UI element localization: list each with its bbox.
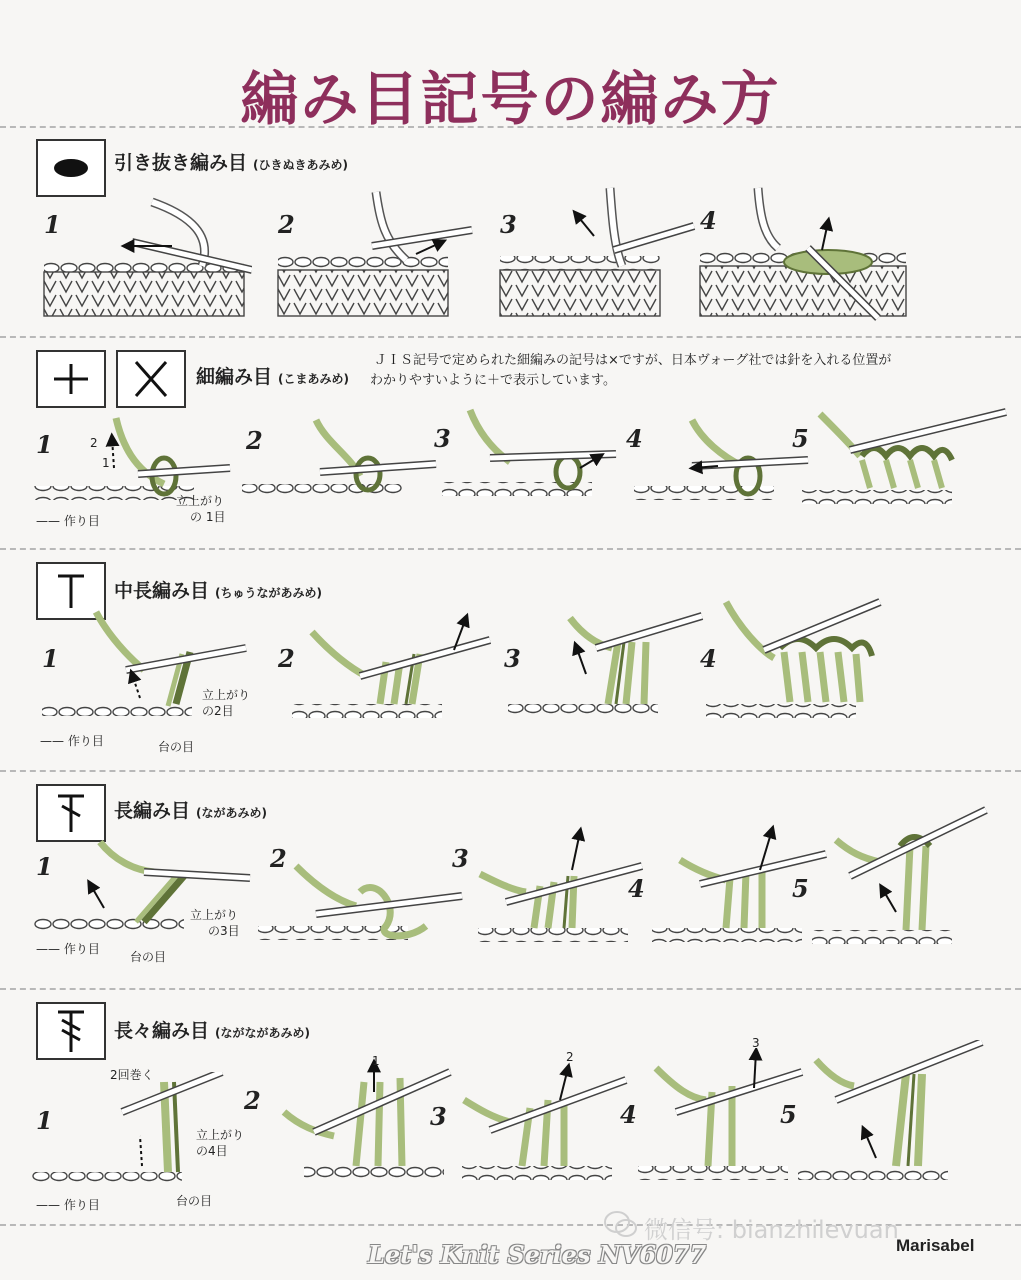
arrow-label: 2 bbox=[90, 436, 98, 450]
turning-count-label: の2目 bbox=[202, 704, 234, 718]
step-number: 3 bbox=[434, 424, 451, 453]
base-label: 台の目 bbox=[176, 1194, 213, 1208]
step-number: 2 bbox=[278, 210, 295, 239]
step-diagram bbox=[704, 598, 904, 726]
step-number: 4 bbox=[628, 874, 645, 903]
wechat-icon bbox=[604, 1210, 638, 1240]
step-diagram bbox=[498, 186, 698, 322]
filled-oval-icon bbox=[36, 139, 106, 197]
section-title bbox=[114, 796, 267, 823]
step-diagram bbox=[440, 406, 620, 506]
page-title: 編み目記号の編み方 bbox=[240, 65, 781, 133]
step-diagram bbox=[276, 190, 476, 322]
section-divider bbox=[0, 770, 1021, 772]
step-number: 5 bbox=[792, 874, 809, 903]
turning-label: 立上がり bbox=[190, 908, 239, 922]
step-diagram bbox=[632, 416, 812, 508]
section-reading: (ながながあみめ) bbox=[215, 1026, 310, 1040]
turning-label: 立上がり bbox=[196, 1128, 245, 1142]
section-reading: (ひきぬきあみめ) bbox=[253, 158, 348, 172]
section-reading: (ちゅうながあみめ) bbox=[215, 586, 322, 600]
pull-label: 3 bbox=[752, 1036, 760, 1050]
step-diagram bbox=[698, 186, 912, 322]
step-number: 4 bbox=[700, 206, 717, 235]
step-diagram bbox=[290, 612, 500, 724]
t-slash-icon bbox=[36, 784, 106, 842]
step-diagram bbox=[796, 1040, 986, 1188]
pull-label: 2 bbox=[566, 1050, 574, 1064]
step-number: 5 bbox=[780, 1100, 797, 1129]
chain-label-text: 作り目 bbox=[63, 1198, 100, 1212]
base-label: 台の目 bbox=[130, 950, 167, 964]
step-number: 1 bbox=[36, 1106, 53, 1135]
series-label: Let's Knit Series NV6077 bbox=[368, 1240, 707, 1269]
step-diagram bbox=[506, 604, 706, 724]
step-number: 2 bbox=[244, 1086, 261, 1115]
turning-label: 立上がり bbox=[202, 688, 251, 702]
brand-label: Marisabel bbox=[896, 1236, 975, 1255]
step-number: 2 bbox=[270, 844, 287, 873]
plus-icon bbox=[36, 350, 106, 408]
chain-label: —— 作り目 bbox=[36, 514, 100, 528]
step-diagram bbox=[244, 1052, 454, 1188]
arrow-label: 1 bbox=[102, 456, 110, 470]
section-title-text: 長編み目 bbox=[114, 800, 191, 822]
step-diagram bbox=[34, 414, 234, 504]
step-number: 4 bbox=[620, 1100, 637, 1129]
cross-icon bbox=[116, 350, 186, 408]
section-divider bbox=[0, 548, 1021, 550]
turning-count-label: の4目 bbox=[196, 1144, 228, 1158]
turning-count-label: の3目 bbox=[208, 924, 240, 938]
step-diagram bbox=[42, 196, 252, 322]
step-number: 3 bbox=[430, 1102, 447, 1131]
step-diagram bbox=[240, 416, 440, 508]
step-number: 1 bbox=[36, 852, 53, 881]
section-title bbox=[114, 576, 322, 603]
section-divider bbox=[0, 336, 1021, 338]
section-divider bbox=[0, 988, 1021, 990]
base-label: 台の目 bbox=[158, 740, 195, 754]
section-reading: (ながあみめ) bbox=[196, 806, 267, 820]
chain-label-text: 作り目 bbox=[63, 942, 100, 956]
step-number: 2 bbox=[278, 644, 295, 673]
step-number: 4 bbox=[700, 644, 717, 673]
section-divider bbox=[0, 126, 1021, 128]
step-diagram bbox=[810, 806, 990, 952]
step-number: 4 bbox=[626, 424, 643, 453]
wrap-label: 2回巻く bbox=[110, 1068, 154, 1082]
section-title-text: 引き抜き編み目 bbox=[114, 152, 248, 174]
section-title-text: 中長編み目 bbox=[114, 580, 210, 602]
step-number: 1 bbox=[44, 210, 61, 239]
chain-label: —— 作り目 bbox=[40, 734, 104, 748]
step-number: 3 bbox=[452, 844, 469, 873]
step-number: 2 bbox=[246, 426, 263, 455]
step-number: 1 bbox=[36, 430, 53, 459]
step-number: 3 bbox=[500, 210, 517, 239]
section-title bbox=[114, 1016, 310, 1043]
pull-label: 1 bbox=[372, 1054, 380, 1068]
note-line: わかりやすいように＋で表示しています。 bbox=[370, 373, 616, 388]
note-line: ＪＩＳ記号で定められた細編みの記号は×ですが、日本ヴォーグ社では針を入れる位置が bbox=[374, 353, 892, 368]
chain-label-text: 作り目 bbox=[63, 514, 100, 528]
step-diagram bbox=[460, 1060, 630, 1188]
chain-label: —— 作り目 bbox=[36, 942, 100, 956]
chain-label: —— 作り目 bbox=[36, 1198, 100, 1212]
turning-count-label: の 1目 bbox=[190, 510, 226, 524]
chain-label-text: 作り目 bbox=[67, 734, 104, 748]
step-number: 5 bbox=[792, 424, 809, 453]
step-number: 3 bbox=[504, 644, 521, 673]
section-title-text: 細編み目 bbox=[196, 366, 273, 388]
t-double-slash-icon bbox=[36, 1002, 106, 1060]
section-title bbox=[196, 362, 349, 389]
section-title bbox=[114, 148, 348, 175]
section-title-text: 長々編み目 bbox=[114, 1020, 210, 1042]
step-diagram bbox=[800, 400, 1010, 512]
step-diagram bbox=[256, 856, 466, 948]
step-number: 1 bbox=[42, 644, 59, 673]
section-reading: (こまあみめ) bbox=[278, 372, 349, 386]
step-diagram bbox=[476, 826, 646, 950]
watermark: 微信号: bianzhilevuan bbox=[644, 1216, 899, 1244]
turning-label: 立上がり bbox=[176, 494, 225, 508]
